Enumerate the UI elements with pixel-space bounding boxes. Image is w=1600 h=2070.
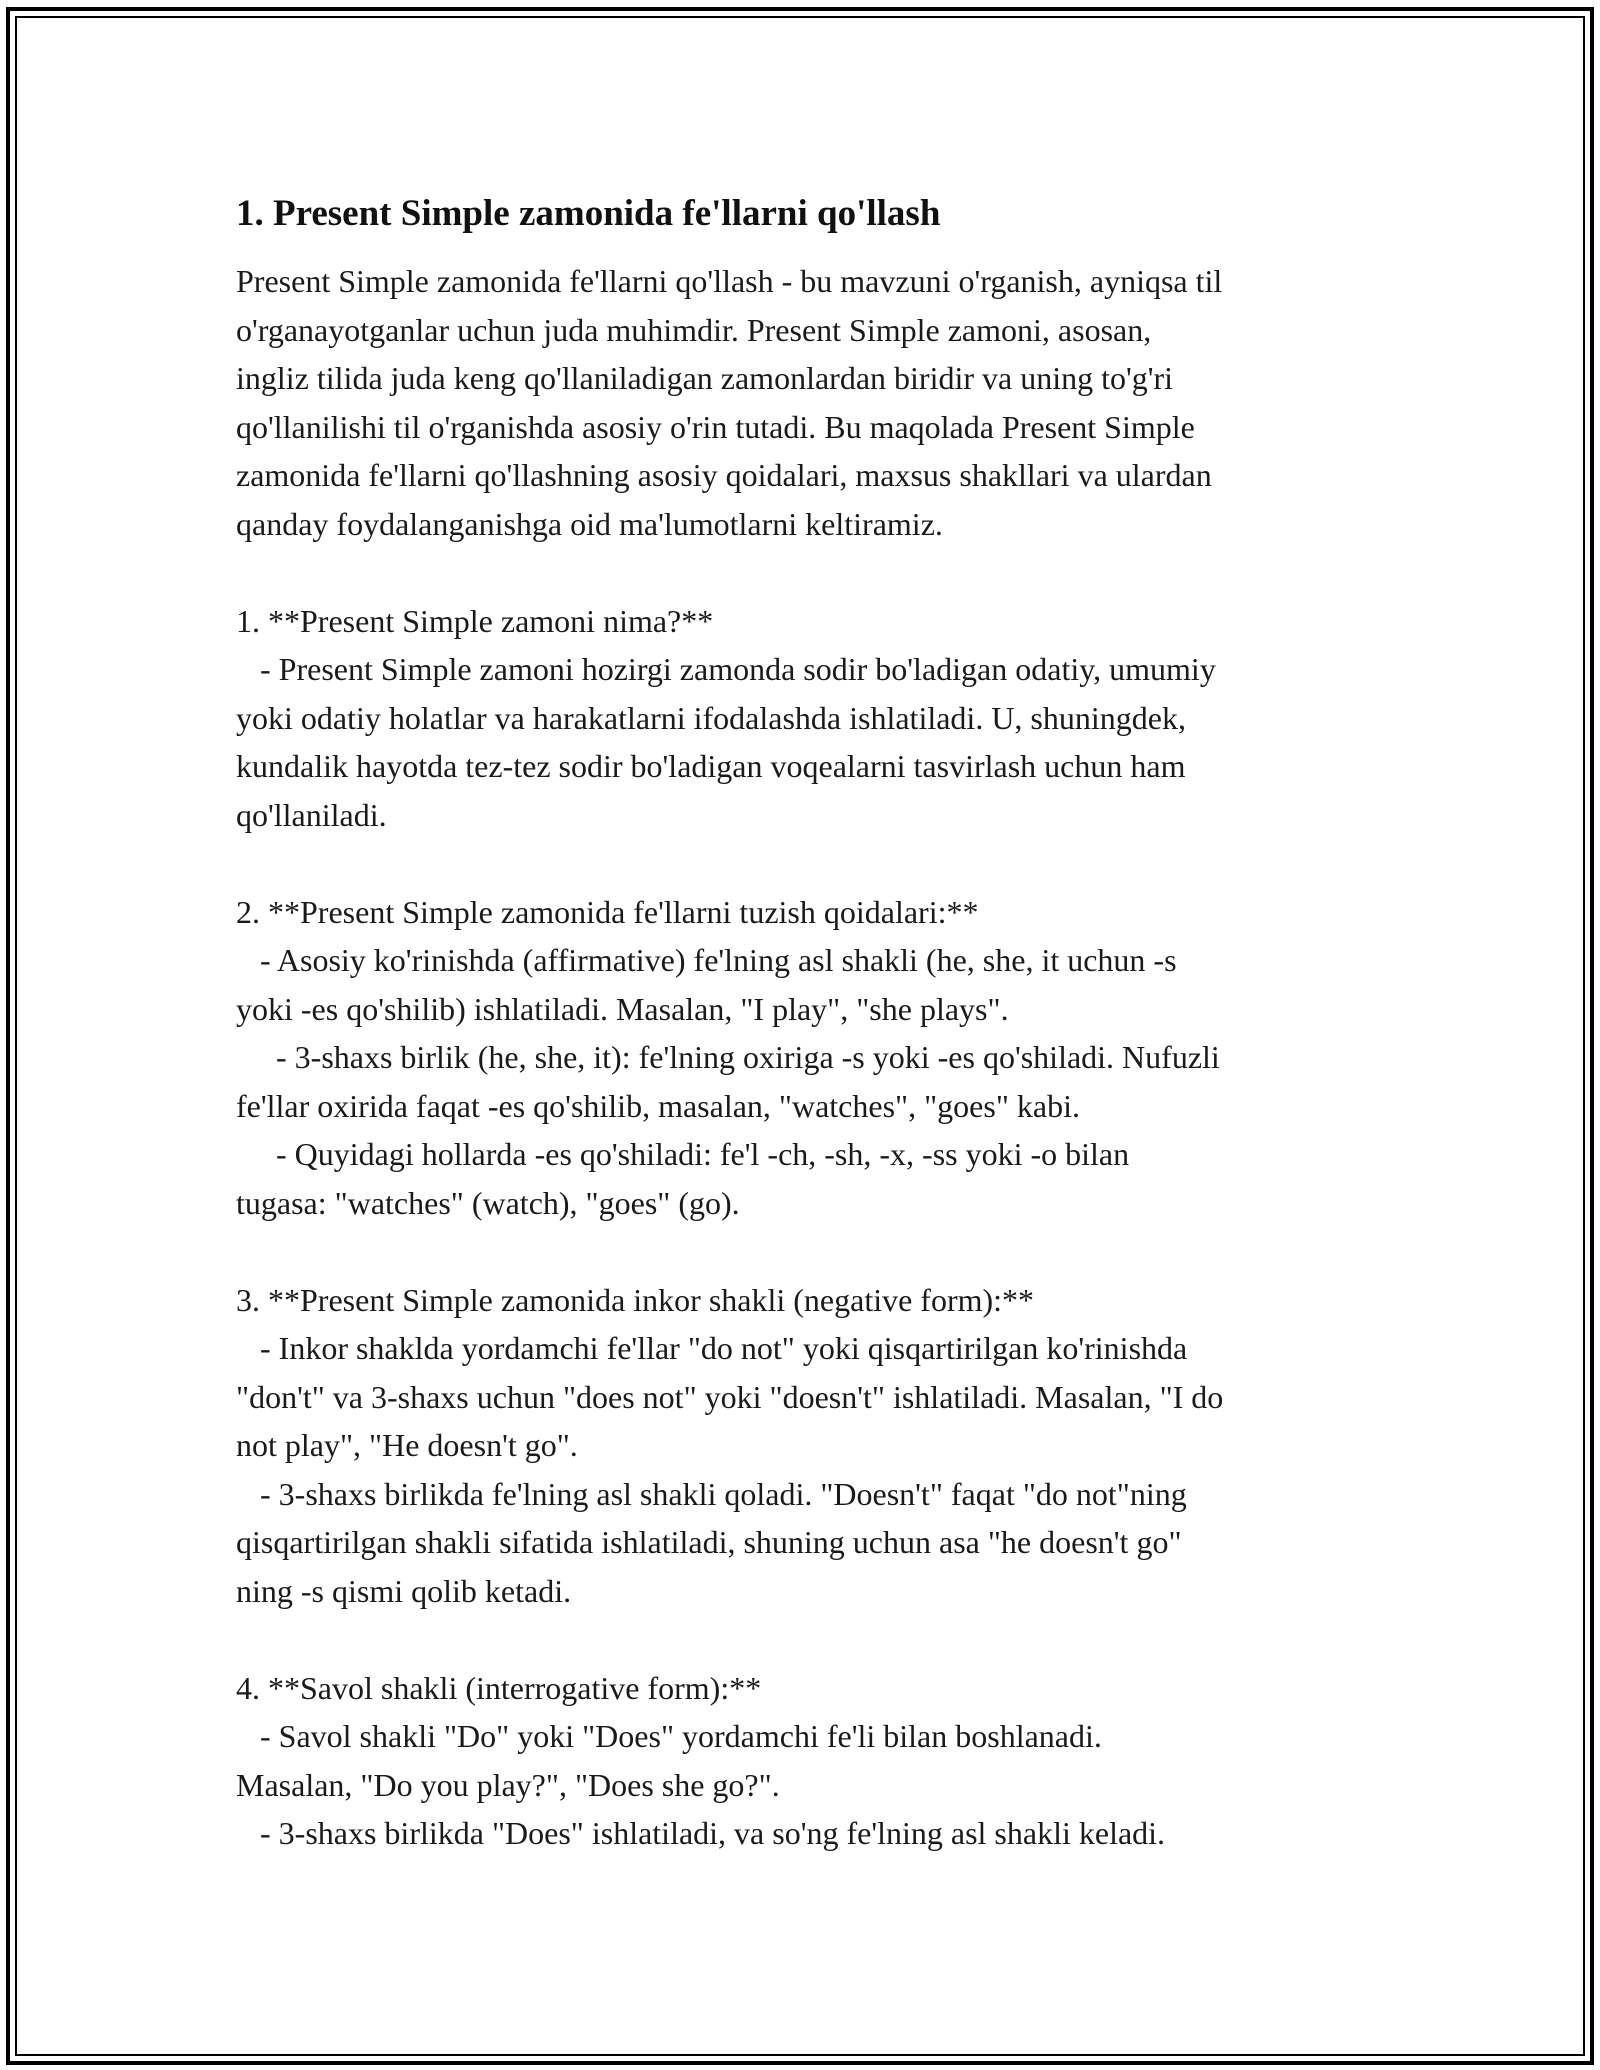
- document-title: 1. Present Simple zamonida fe'llarni qo'llash: [236, 193, 941, 234]
- section-4-text: 4. **Savol shakli (interrogative form):** - Savol shakli "Do" yoki "Does" yordamchi fe'li bilan boshlanadi. Masalan, "Do you play?", "Does she go?". - 3-shaxs birlikda "Does" ishlatiladi, va so'ng fe'lning asl shakli keladi.: [236, 1669, 1166, 1851]
- intro-paragraph: Present Simple zamonida fe'llarni qo'llash - bu mavzuni o'rganish, ayniqsa til o'rganayotganlar uchun juda muhimdir. Present Simple zamoni, asosan, ingliz tilida juda keng qo'llaniladigan zamonlardan biridir va uning to'g'ri qo'llanilishi til o'rganishda asosiy o'rin tutadi. Bu maqolada Present Simple zamonida fe'llarni qo'llashning asosiy qoidalari, maxsus shakllari va ulardan qanday foydalanganishga oid ma'lumotlarni keltiramiz.: [236, 263, 1223, 542]
- paragraph-gap: [236, 839, 1376, 888]
- section-3-text: 3. **Present Simple zamonida inkor shakli (negative form):** - Inkor shakldа yordamchi fe'llar "do not" yoki qisqartirilgan ko'rinishda "don't" va 3-shaxs uchun "does not" yoki "doesn't" ishlatiladi. Masalan, "I do not play", "He doesn't go". - 3-shaxs birlikda fe'lning asl shakli qoladi. "Doesn't" faqat "do not"ning qisqartirilgan shakli sifatida ishlatiladi, shuning uchun asa "he doesn't go" ning -s qismi qolib ketadi.: [236, 1281, 1224, 1609]
- paragraph-gap: [236, 1227, 1376, 1276]
- section-2-text: 2. **Present Simple zamonida fe'llarni tuzish qoidalari:** - Asosiy ko'rinishda (affirmative) fe'lning asl shakli (he, she, it uchun -s yoki -es qo'shilib) ishlatiladi. Masalan, "I play", "she plays". - 3-shaxs birlik (he, she, it): fe'lning oxiriga -s yoki -es qo'shiladi. Nufuzli fe'llar oxirida faqat -es qo'shilib, masalan, "watches", "goes" kabi. - Quyidagi hollarda -es qo'shiladi: fe'l -ch, -sh, -x, -ss yoki -o bilan tugasa: "watches" (watch), "goes" (go).: [236, 893, 1220, 1221]
- section-1-text: 1. **Present Simple zamoni nima?** - Present Simple zamoni hozirgi zamonda sodir bo'ladigan odatiy, umumiy yoki odatiy holatlar va harakatlarni ifodalashda ishlatiladi. U, shuningdek, kundalik hayotda tez-tez sodir bo'ladigan voqealarni tasvirlash uchun ham qo'llaniladi.: [236, 602, 1216, 833]
- paragraph-gap: [236, 1615, 1376, 1664]
- document-body: [236, 186, 1376, 1858]
- paragraph-gap: [236, 548, 1376, 597]
